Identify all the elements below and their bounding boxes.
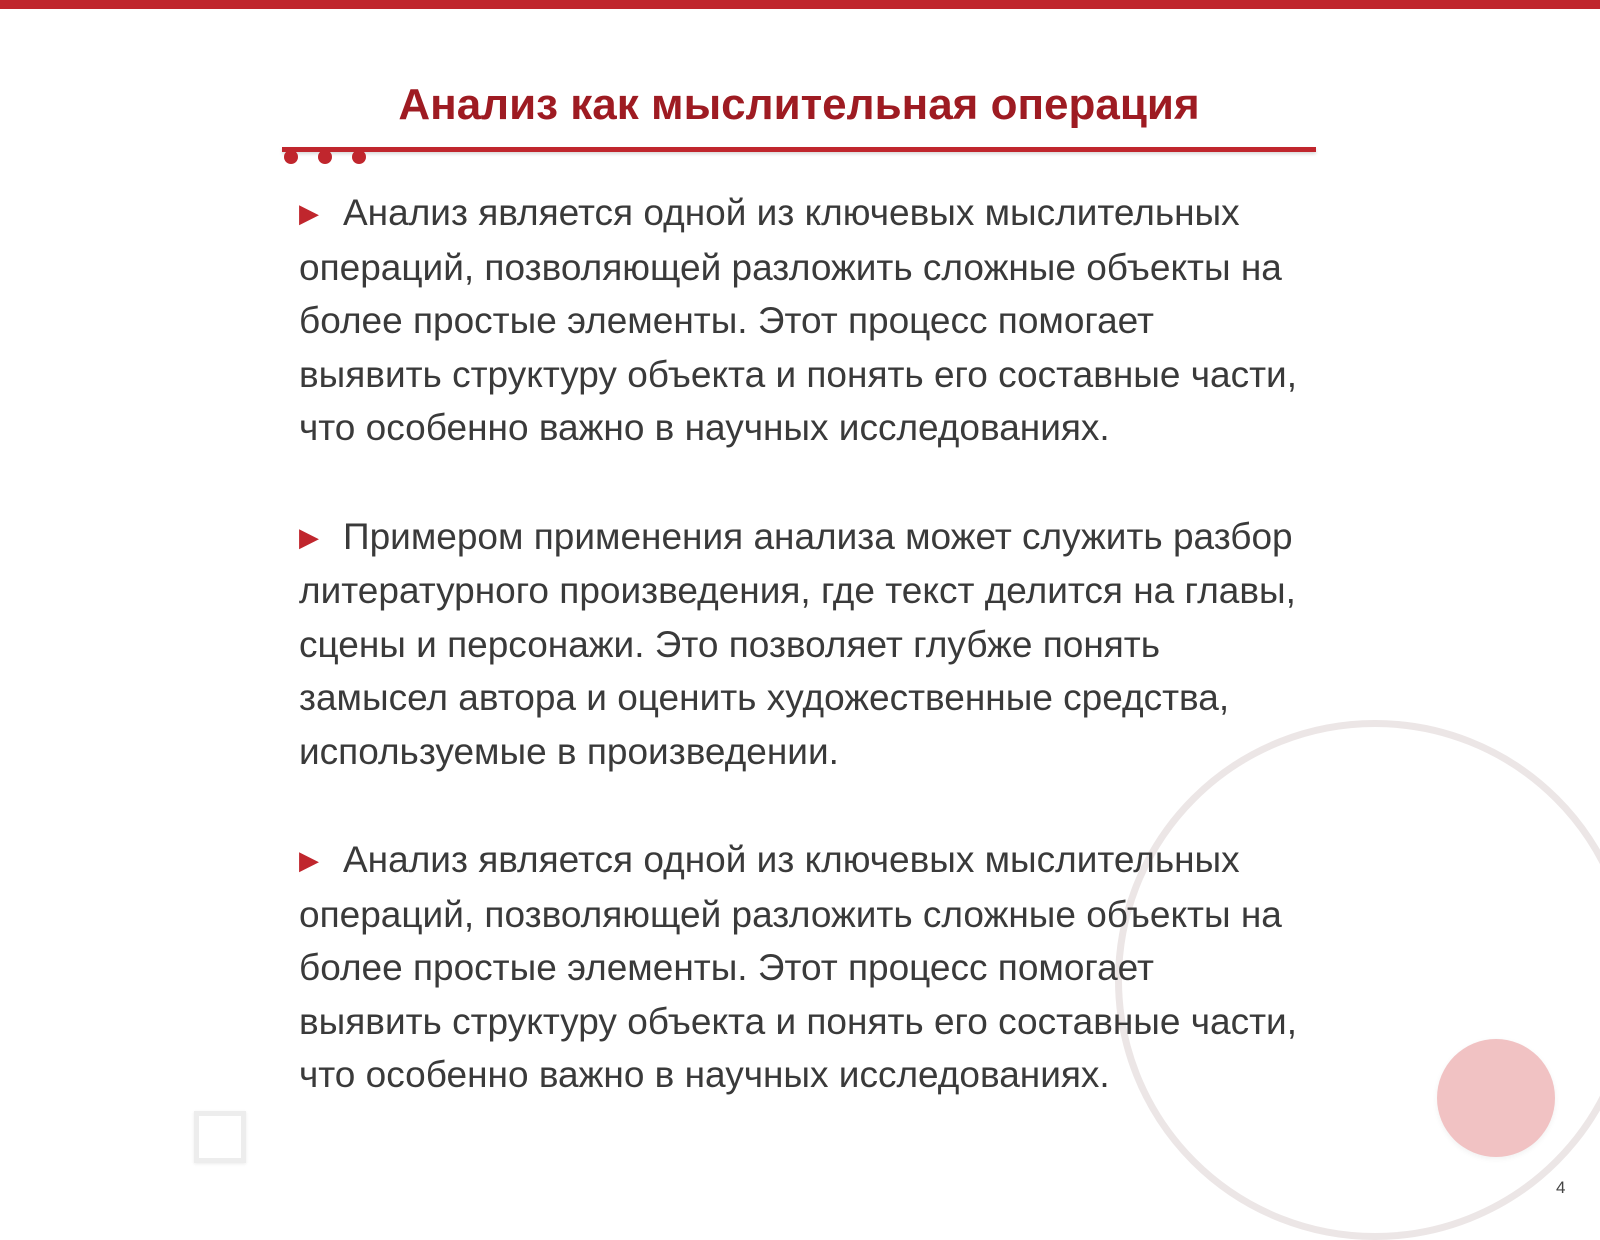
underline-dot-1 xyxy=(284,150,298,164)
underline-dot-2 xyxy=(318,150,332,164)
triangle-bullet-icon: ▶ xyxy=(299,198,319,228)
triangle-bullet-icon: ▶ xyxy=(299,845,319,875)
decorative-circle xyxy=(1437,1039,1555,1157)
bullet-text: Анализ является одной из ключевых мыслительных операций, позволяющей разложить сложные объекты на более простые элементы. Этот процесс помогает выявить структуру объекта и понять его составные части, что особенно важно в научных исследованиях. xyxy=(299,192,1297,448)
bullet-item xyxy=(299,186,1299,455)
title-underline xyxy=(282,147,1316,152)
top-accent-bar xyxy=(0,0,1600,9)
bullet-text: Анализ является одной из ключевых мыслительных операций, позволяющей разложить сложные объекты на более простые элементы. Этот процесс помогает выявить структуру объекта и понять его составные части, что особенно важно в научных исследованиях. xyxy=(299,839,1297,1095)
bullet-list xyxy=(299,186,1299,1157)
page-number: 4 xyxy=(1556,1178,1566,1197)
bullet-item xyxy=(299,833,1299,1102)
bullet-item xyxy=(299,510,1299,779)
decorative-square xyxy=(194,1111,246,1163)
underline-dot-3 xyxy=(352,150,366,164)
triangle-bullet-icon: ▶ xyxy=(299,521,319,552)
bullet-text: Примером применения анализа может служить разбор литературного произведения, где текст делится на главы, сцены и персонажи. Это позволяет глубже понять замысел автора и оценить художественные средства, используемые в произведении. xyxy=(299,515,1296,772)
slide-title: Анализ как мыслительная операция xyxy=(398,80,1200,129)
